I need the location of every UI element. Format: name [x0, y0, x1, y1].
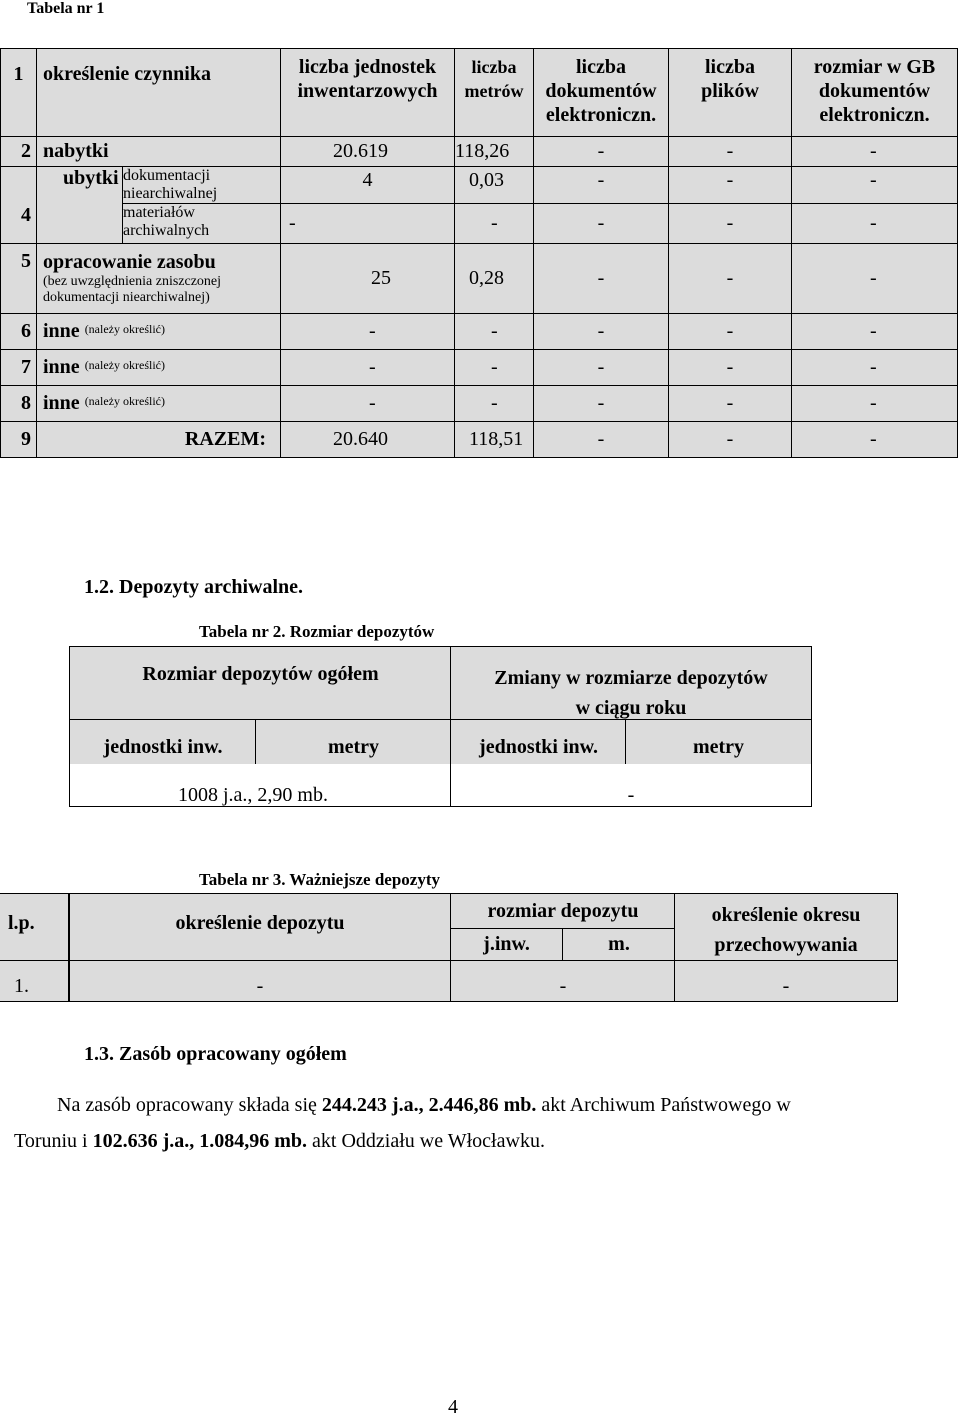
row6-gb: -: [792, 314, 958, 350]
row6-meters: -: [455, 314, 534, 350]
row5-note-2: dokumentacji niearchiwalnej): [43, 290, 210, 305]
row8-meters: -: [455, 386, 534, 422]
table2-sub-meters2-cell: [625, 719, 812, 765]
hdr-meters: liczba metrów: [455, 49, 534, 137]
row2-gb: -: [792, 137, 958, 167]
row7-num: 7: [1, 350, 37, 386]
table3-r-period-cell: [674, 960, 898, 1002]
table3-h-size: rozmiar depozytu: [487, 900, 639, 922]
row4-meters: -: [455, 204, 534, 244]
table1-row-inne-7: [1, 350, 958, 386]
table3-h-period: określenie okresu przechowywania: [711, 904, 861, 956]
row2-meters: 118,26: [455, 140, 510, 162]
table3-r-desc-cell: [69, 960, 451, 1002]
row4-units: -: [281, 204, 455, 244]
row9-files: -: [669, 422, 792, 458]
row8-note: (należy określić): [84, 394, 165, 408]
row4-files: -: [669, 204, 792, 244]
table1-header-row: [1, 49, 958, 137]
table3-h-desc: określenie depozytu: [175, 912, 345, 934]
table3-h-period-cell: [674, 893, 898, 961]
table3-r-size-cell: [450, 960, 676, 1002]
table3-h-jinw: j.inw.: [483, 933, 530, 955]
table2-val-changes-cell: [450, 764, 812, 807]
row2-files: -: [669, 137, 792, 167]
table2-val-changes: -: [627, 784, 635, 806]
row7-label: inne: [43, 356, 80, 378]
row8-docs: -: [534, 386, 669, 422]
row7-docs: -: [534, 350, 669, 386]
table2-sub-units2-cell: [450, 719, 627, 765]
row3-meters: 0,03: [455, 167, 534, 204]
table1-row-opracowanie: [1, 244, 958, 314]
row3-docs: -: [534, 167, 669, 204]
table2-caption: Tabela nr 2. Rozmiar depozytów: [199, 622, 435, 641]
table2-h-changes: Zmiany w rozmiarze depozytów w ciągu roku: [494, 667, 768, 719]
hdr-factor: określenie czynnika: [37, 49, 281, 137]
row8-gb: -: [792, 386, 958, 422]
table2-sub-meters1-cell: [255, 719, 452, 765]
table3-h-lp-cell: [0, 893, 69, 961]
row8-num: 8: [1, 386, 37, 422]
table2-sub-meters1: metry: [327, 736, 380, 758]
row8-files: -: [669, 386, 792, 422]
row4-docs: -: [534, 204, 669, 244]
table3-r-lp-cell: [0, 960, 69, 1002]
row5-docs: -: [534, 244, 669, 314]
section-1-3-heading: 1.3. Zasób opracowany ogółem: [84, 1043, 347, 1065]
row3-units: 4: [281, 167, 455, 204]
row9-meters: 118,51: [455, 422, 534, 458]
row5-gb: -: [792, 244, 958, 314]
table3-h-size-cell: [450, 893, 676, 929]
table1-row-ubytki-2: [1, 204, 958, 244]
row7-gb: -: [792, 350, 958, 386]
table1-row-razem: [1, 422, 958, 458]
table2-sub-units1: jednostki inw.: [103, 736, 223, 758]
table2-h-changes-cell: [450, 646, 812, 720]
hdr-docs: liczba dokumentów elektroniczn.: [534, 49, 669, 137]
row9-docs: -: [534, 422, 669, 458]
row6-num: 6: [1, 314, 37, 350]
row6-label: inne: [43, 320, 80, 342]
table2-sub-meters2: metry: [692, 736, 745, 758]
hdr-num: 1: [1, 49, 37, 137]
table2-sub-units2: jednostki inw.: [479, 736, 598, 758]
table1-row-ubytki-1: [1, 167, 958, 204]
row6-note: (należy określić): [84, 322, 165, 336]
table1-row-nabytki: [1, 137, 958, 167]
table2-val-total: 1008 j.a., 2,90 mb.: [178, 784, 328, 806]
row9-num: 9: [1, 422, 37, 458]
row2-label: nabytki: [37, 137, 281, 167]
row2-units: 20.619: [281, 137, 455, 167]
table3-h-lp: l.p.: [8, 912, 35, 934]
row2-docs: -: [534, 137, 669, 167]
row3-gb: -: [792, 167, 958, 204]
row9-label: RAZEM:: [37, 422, 281, 458]
row6-units: -: [281, 314, 455, 350]
hdr-units: liczba jednostek inwentarzowych: [281, 49, 455, 137]
table3-caption: Tabela nr 3. Ważniejsze depozyty: [199, 870, 440, 889]
row4-sub: materiałów archiwalnych: [123, 204, 281, 244]
row3-label: ubytki: [37, 167, 123, 204]
row5-files: -: [669, 244, 792, 314]
table1-label: Tabela nr 1: [27, 0, 105, 17]
row8-label: inne: [43, 392, 80, 414]
table3-r-lp: 1.: [14, 975, 29, 997]
table1: [0, 48, 958, 458]
row5-num: 5: [1, 244, 37, 314]
row7-files: -: [669, 350, 792, 386]
row5-meters: 0,28: [455, 244, 534, 314]
row9-units: 20.640: [281, 422, 455, 458]
row7-units: -: [281, 350, 455, 386]
row5-label: opracowanie zasobu: [43, 251, 216, 273]
table2-h-total-cell: [69, 646, 452, 720]
table2-sub-units1-cell: [69, 719, 257, 765]
row4-gb: -: [792, 204, 958, 244]
row5-units: 25: [281, 244, 455, 314]
row8-units: -: [281, 386, 455, 422]
table3-r-desc: -: [256, 975, 264, 997]
hdr-files: liczba plików: [669, 49, 792, 137]
row6-files: -: [669, 314, 792, 350]
table3-r-size: -: [559, 975, 567, 997]
page-number: 4: [448, 1396, 458, 1418]
table1-row-inne-6: [1, 314, 958, 350]
table2-val-total-cell: [69, 764, 452, 807]
row3-sub: dokumentacji niearchiwalnej: [123, 167, 281, 204]
row9-gb: -: [792, 422, 958, 458]
hdr-gb: rozmiar w GB dokumentów elektroniczn.: [792, 49, 958, 137]
row7-note: (należy określić): [84, 358, 165, 372]
row2-num: 2: [1, 137, 37, 167]
row7-meters: -: [455, 350, 534, 386]
row4-num: 4: [1, 204, 37, 244]
table3-h-desc-cell: [69, 893, 451, 961]
table1-row-inne-8: [1, 386, 958, 422]
table3-h-jinw-cell: [450, 928, 563, 961]
paragraph-line-2: Toruniu i 102.636 j.a., 1.084,96 mb. akt Oddziału we Włocławku.: [14, 1130, 545, 1152]
table3-h-m: m.: [608, 933, 630, 955]
table3-h-m-cell: [562, 928, 676, 961]
row6-docs: -: [534, 314, 669, 350]
row5-label-cell: [37, 244, 281, 314]
row3-files: -: [669, 167, 792, 204]
paragraph-line-1: Na zasób opracowany składa się 244.243 j.a., 2.446,86 mb. akt Archiwum Państwowego w: [57, 1094, 791, 1116]
section-1-2-heading: 1.2. Depozyty archiwalne.: [84, 576, 304, 598]
table3-r-period: -: [782, 975, 790, 997]
row5-note-1: (bez uwzględnienia zniszczonej: [43, 274, 222, 289]
table2-h-total: Rozmiar depozytów ogółem: [142, 663, 379, 685]
